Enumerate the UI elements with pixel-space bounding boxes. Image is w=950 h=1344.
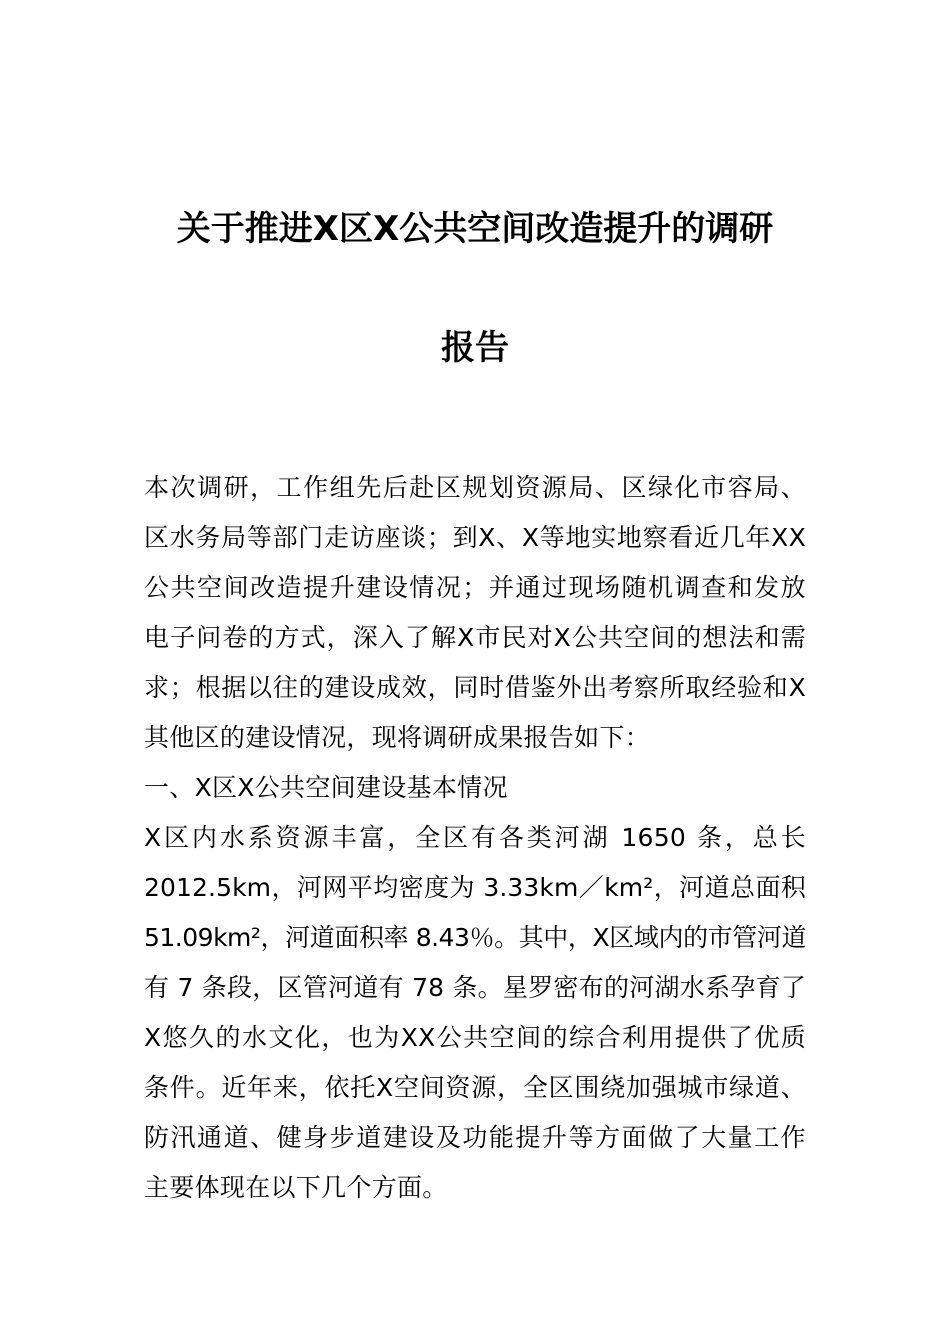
document-body bbox=[144, 463, 806, 1213]
body-line: 有 7 条段，区管河道有 78 条。星罗密布的河湖水系孕育了 bbox=[144, 973, 806, 1002]
body-line: 2012.5km，河网平均密度为 3.33km／km²，河道总面积 bbox=[144, 873, 806, 902]
body-line: 防汛通道、健身步道建设及功能提升等方面做了大量工作 bbox=[144, 1123, 806, 1152]
body-line: 51.09km²，河道面积率 8.43％。其中，X区域内的市管河道 bbox=[144, 923, 806, 952]
body-line: 主要体现在以下几个方面。 bbox=[144, 1173, 448, 1202]
section-heading: 一、X区X公共空间建设基本情况 bbox=[144, 773, 508, 802]
body-line: 电子问卷的方式，深入了解X市民对X公共空间的想法和需 bbox=[144, 623, 806, 652]
body-line: 本次调研，工作组先后赴区规划资源局、区绿化市容局、 bbox=[144, 473, 806, 502]
body-line: 条件。近年来，依托X空间资源，全区围绕加强城市绿道、 bbox=[144, 1073, 806, 1102]
body-line: 区水务局等部门走访座谈；到X、X等地实地察看近几年XX bbox=[144, 523, 806, 552]
body-line: 公共空间改造提升建设情况；并通过现场随机调查和发放 bbox=[144, 573, 806, 602]
body-line: 求；根据以往的建设成效，同时借鉴外出考察所取经验和X bbox=[144, 673, 806, 702]
body-line: 其他区的建设情况，现将调研成果报告如下： bbox=[144, 723, 651, 752]
document-title-line-1: 关于推进X区X公共空间改造提升的调研 bbox=[176, 209, 774, 249]
body-line: X悠久的水文化，也为XX公共空间的综合利用提供了优质 bbox=[144, 1023, 806, 1052]
document-title-line-2: 报告 bbox=[441, 328, 509, 368]
body-line: X区内水系资源丰富，全区有各类河湖 1650 条，总长 bbox=[144, 823, 806, 852]
